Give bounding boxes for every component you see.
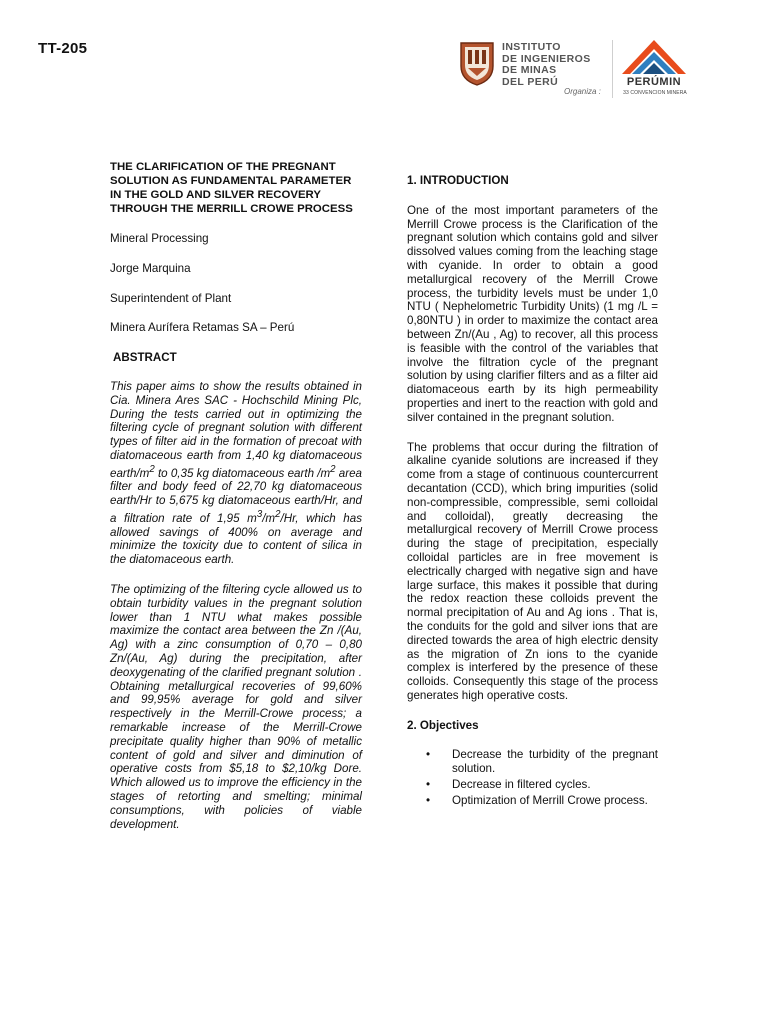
logo-divider [612,40,613,98]
list-item [407,778,658,792]
paper-category: Mineral Processing [110,232,209,245]
introduction-paragraph-1: One of the most important parameters of the Merrill Crowe process is the Clarification of the pregnant solution which contains gold and silver dissolved values coming from the leaching stage with cyanide. In order to obtain a good metallurgical recovery of the Merrill Crowe process, the turbidity levels must be under 1,0 NTU ( Nephelometric Turbidity Units) (1 mg /L = 0,80NTU ) in order to maximize the contact area between Zn/(Au , Ag) to recover, all this process is feasible with the control of the variables that involve the filtration cycle of the pregnant solution by using clarifier filters and as a filter aid diatomaceous earth by its high permeability properties and inert to the reaction with gold and silver contained in the pregnant solution. [407,203,658,424]
abstract-paragraph-1 [110,380,362,567]
text-run: /m [262,511,276,525]
iim-crest-logo [458,40,496,86]
objective-text: Decrease in filtered cycles. [452,778,591,792]
perumin-mountain-logo [618,36,690,76]
introduction-heading: 1. INTRODUCTION [407,174,509,187]
right-column [407,174,658,810]
institute-line: DE INGENIEROS [502,52,591,65]
author-name: Jorge Marquina [110,261,191,275]
objectives-heading: 2. Objectives [407,718,479,732]
institute-line: INSTITUTO [502,41,561,53]
bullet-icon: • [426,748,431,762]
institute-name [502,42,591,88]
objective-text: Optimization of Merrill Crowe process. [452,793,648,807]
left-column [110,160,362,847]
text-run: /Hr, which has allowed savings of 400% on average and minimize the toxicity due to content of silica in the diatomaceous earth. [110,511,362,567]
superscript: 3 [256,509,263,521]
text-run: to 0,35 kg diatomaceous earth /m [154,466,331,480]
perumin-subtitle: 33 CONVENCION MINERA [623,90,687,96]
superscript: 2 [149,463,155,475]
bullet-icon: • [426,793,431,807]
institute-line: DE MINAS [502,64,557,76]
list-item [407,794,658,808]
bullet-icon: • [426,778,431,792]
perumin-name: PERÚMIN [626,76,682,88]
introduction-paragraph-2: The problems that occur during the filtration of alkaline cyanide solutions are increased if they come from a stage of continuous countercurrent decantation (CCD), which bring impurities (solid non-compressible, compressible, semi colloidal and colloidal), greatly decreasing the metallurgical recovery of Merrill Crowe process during the stage of precipitation, especially colloidal particles are in free movement is electrically charged with negative sign and have large surface, this makes it possible that during the redox reaction these colloids prevent the normal precipitation of Au and Ag ions . That is, the conduits for the gold and silver ions that are directed towards the area of high electric density as the migration of Zn ions to the cyanide complex is interfered by the presence of these colloids. Consequently this stage of the process generates high operative costs. [407,440,658,702]
author-position: Superintendent of Plant [110,291,232,305]
text-run: area filter and body feed of 22,70 kg diatomaceous earth/Hr to 5,675 kg diatomaceous earth/Hr, and a filtration rate of 1,95 m [110,466,362,525]
text-run: This paper aims to show the results obtained in Cia. Minera Ares SAC - Hochschild Mining Plc, During the tests carried out in optimizing the filtering cycle of pregnant solution with different types of filter aid in the formation of precoat with diatomaceous earth from 1,40 kg diatomaceous earth/m [110,379,362,480]
paper-title: THE CLARIFICATION OF THE PREGNANT SOLUTION AS FUNDAMENTAL PARAMETER IN THE GOLD AND SILVER RECOVERY THROUGH THE MERRILL CROWE PROCESS [110,161,353,215]
paper-code: TT-205 [38,40,88,57]
abstract-heading: ABSTRACT [113,351,177,365]
abstract-paragraph-2: The optimizing of the filtering cycle allowed us to obtain turbidity values in the pregnant solution lower than 1 NTU what makes possible maximize the contact area between the Zn /(Au, Ag) with a zinc consumption of 0,70 – 0,80 Zn/(Au, Ag) during the precipitation, after deoxygenating of the clarified pregnant solution . Obtaining metallurgical recoveries of 99,60% and 99,95% average for gold and silver respectively in the Merrill-Crowe process; a remarkable increase of the Merrill-Crowe precipitate quality higher than 90% of metallic content of gold and silver and diminution of operative costs from $5,18 to $2,10/kg Dore. Which allowed us to improve the efficiency in the stages of retorting and smelting; minimal consumptions, with policies of viable development. [110,583,362,831]
superscript: 2 [275,509,281,521]
author-company: Minera Aurífera Retamas SA – Perú [110,321,295,335]
list-item [407,748,658,776]
objective-text: Decrease the turbidity of the pregnant solution. [452,748,658,776]
objectives-list [407,748,658,807]
superscript: 2 [330,463,336,475]
organiza-label: Organiza : [564,87,601,96]
institute-line: DEL PERÚ [502,75,559,88]
